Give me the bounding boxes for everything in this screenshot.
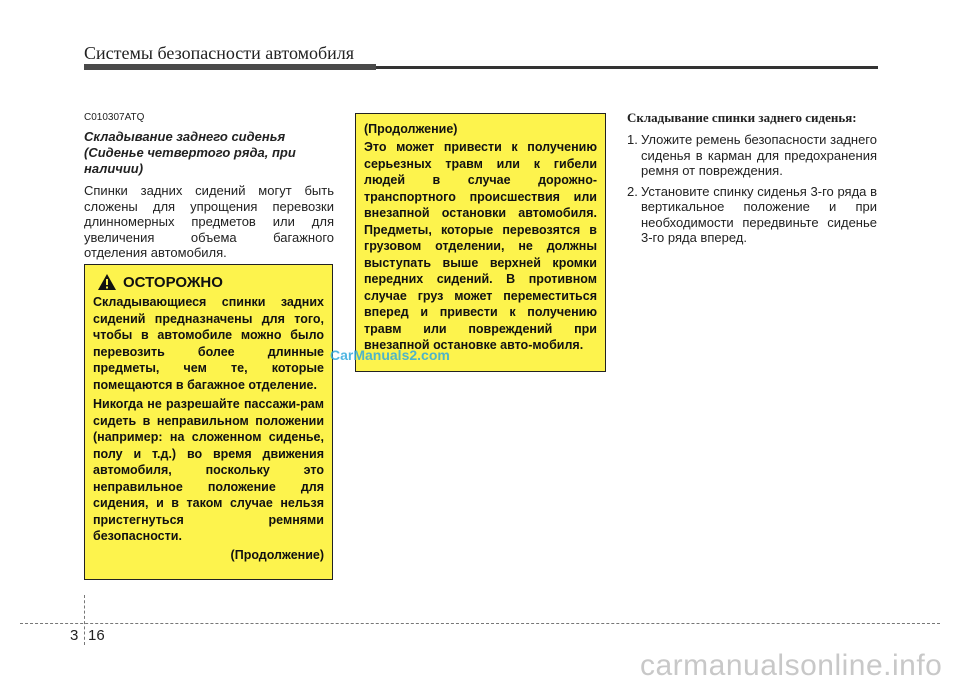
left-column: [84, 112, 334, 261]
warning-title: ОСТОРОЖНО: [123, 273, 223, 291]
warning-continuation-box: [355, 113, 606, 372]
steps-list: [627, 132, 877, 246]
warning-paragraph-1: Складывающиеся спинки задних сидений предназначены для того, чтобы в автомобиле можно было перевозить более длинные предметы, чем те, которые помещаются в багажное отделение.: [93, 295, 324, 392]
warning-paragraph-2: Никогда не разрешайте пассажи-рам сидеть в неправильном положении (например: на сложенном сиденье, полу и т.д.) во время движения автомобиля, поскольку это неправильное положение для сидения, и в таком случае нельзя пристегнуться ремнями безопасности.: [93, 397, 324, 543]
list-item: [627, 184, 877, 246]
warning-header: [97, 273, 324, 291]
section-code: C010307ATQ: [84, 112, 145, 123]
section-body: Спинки задних сидений могут быть сложены для упрощения перевозки длинномерных предметов или для увеличения объема багажного отделения автомобиля.: [84, 183, 334, 260]
step-text: Уложите ремень безопасности заднего сиденья в карман для предохранения ремня от повреждения.: [641, 132, 877, 178]
list-item: [627, 132, 877, 179]
subsection-title: Складывание спинки заднего сиденья:: [627, 110, 857, 125]
page-number: 16: [88, 627, 105, 644]
step-number: 2.: [627, 183, 638, 199]
warning-continued-label: (Продолжение): [230, 547, 324, 562]
chapter-number: 3: [70, 627, 79, 644]
continuation-label: (Продолжение): [364, 122, 458, 136]
watermark-carmanuals: CarManuals2.com: [330, 347, 450, 363]
right-column: [627, 110, 877, 251]
footer-rule: [20, 623, 940, 624]
header-rule-accent: [84, 64, 376, 70]
watermark-manualsonline: carmanualsonline.info: [640, 649, 943, 682]
step-text: Установите спинку сиденья 3-го ряда в вертикальное положение и при необходимости передвиньте сиденье 3-го ряда вперед.: [641, 183, 877, 245]
step-number: 1.: [627, 132, 638, 147]
footer-divider: [84, 595, 85, 645]
section-title: Складывание заднего сиденья (Сиденье четвертого ряда, при наличии): [84, 129, 296, 176]
page-header-title: Системы безопасности автомобиля: [84, 43, 355, 63]
warning-box: [84, 264, 333, 580]
warning-triangle-icon: [97, 273, 117, 291]
continuation-text: Это может привести к получению серьезных травм или к гибели людей в случае дорожно-транспортного происшествия или внезапной остановки автомобиля. Предметы, которые перевозятся в грузовом отделении, не должны выступать выше верхней кромки передних сидений. В противном случае груз может переместиться вперед и привести к получению травм или повреждений при внезапной остановке авто-мобиля.: [364, 140, 597, 352]
